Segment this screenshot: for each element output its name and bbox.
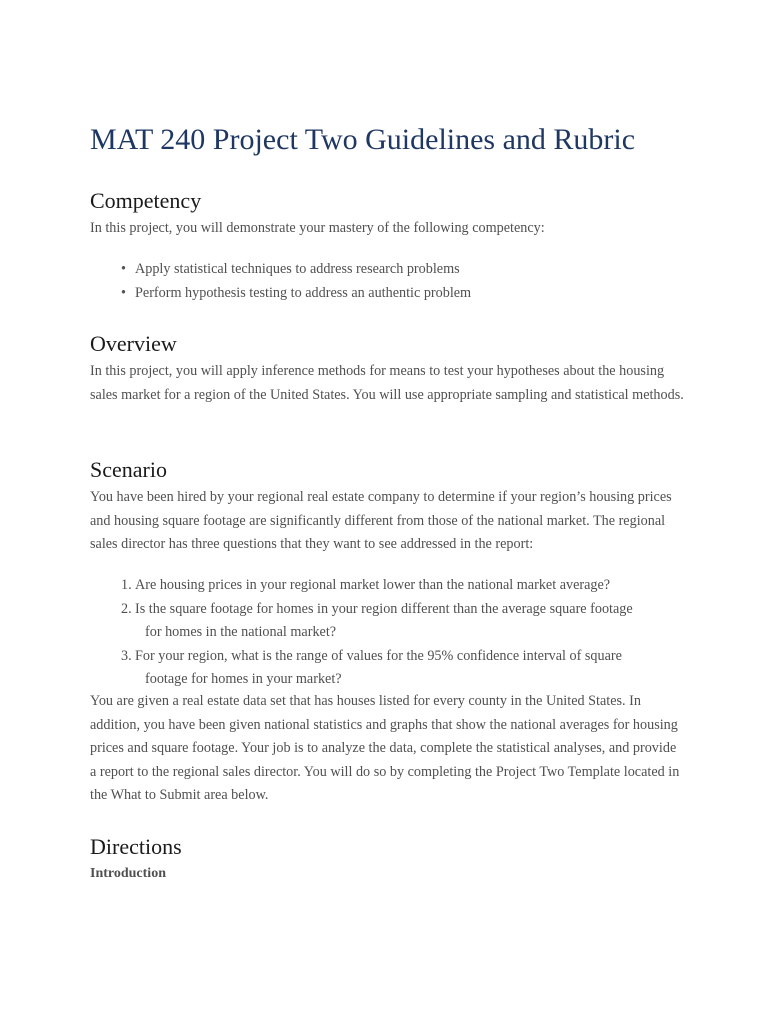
list-item <box>90 574 686 598</box>
page-title: MAT 240 Project Two Guidelines and Rubric <box>90 123 636 156</box>
list-item-text: For your region, what is the range of values for the 95% confidence interval of square <box>135 647 622 664</box>
list-item <box>90 282 686 306</box>
scenario-closing: You are given a real estate data set that has houses listed for every county in the United States. In addition, you have been given national statistics and graphs that show the national averages for housing prices and square footage. Your job is to analyze the data, complete the statistical analyses, and provide a report to the regional sales director. You will do so by completing the Project Two Template located in the What to Submit area below. <box>90 693 680 803</box>
list-number: 1. <box>121 577 132 593</box>
list-item <box>90 598 686 645</box>
scenario-intro: You have been hired by your regional real estate company to determine if your region’s housing prices and housing square footage are significantly different from those of the national market. The regional sales director has three questions that they want to see addressed in the report: <box>90 489 672 552</box>
list-item <box>90 258 686 282</box>
scenario-heading: Scenario <box>90 457 167 482</box>
overview-text: In this project, you will apply inference methods for means to test your hypotheses about the housing sales market for a region of the United States. You will use appropriate sampling and statistical methods. <box>90 363 684 403</box>
list-item-text: Is the square footage for homes in your region different than the average square footage <box>135 600 633 617</box>
scenario-questions <box>90 574 686 692</box>
competency-list <box>90 258 686 305</box>
list-item-text-continued: for homes in the national market? <box>145 624 337 640</box>
list-item <box>90 645 686 692</box>
list-number: 2. <box>121 600 132 617</box>
directions-heading: Directions <box>90 834 182 859</box>
bullet-icon: • <box>121 284 126 301</box>
introduction-subheading: Introduction <box>90 866 166 881</box>
bullet-icon: • <box>121 261 126 277</box>
list-item-text: Perform hypothesis testing to address an authentic problem <box>135 284 472 301</box>
competency-heading: Competency <box>90 188 202 213</box>
list-item-text: Apply statistical techniques to address research problems <box>135 261 460 277</box>
list-number: 3. <box>121 647 132 664</box>
list-item-text: Are housing prices in your regional market lower than the national market average? <box>135 577 611 593</box>
competency-intro: In this project, you will demonstrate your mastery of the following competency: <box>90 220 545 236</box>
overview-heading: Overview <box>90 331 177 356</box>
list-item-text-continued: footage for homes in your market? <box>145 671 342 687</box>
